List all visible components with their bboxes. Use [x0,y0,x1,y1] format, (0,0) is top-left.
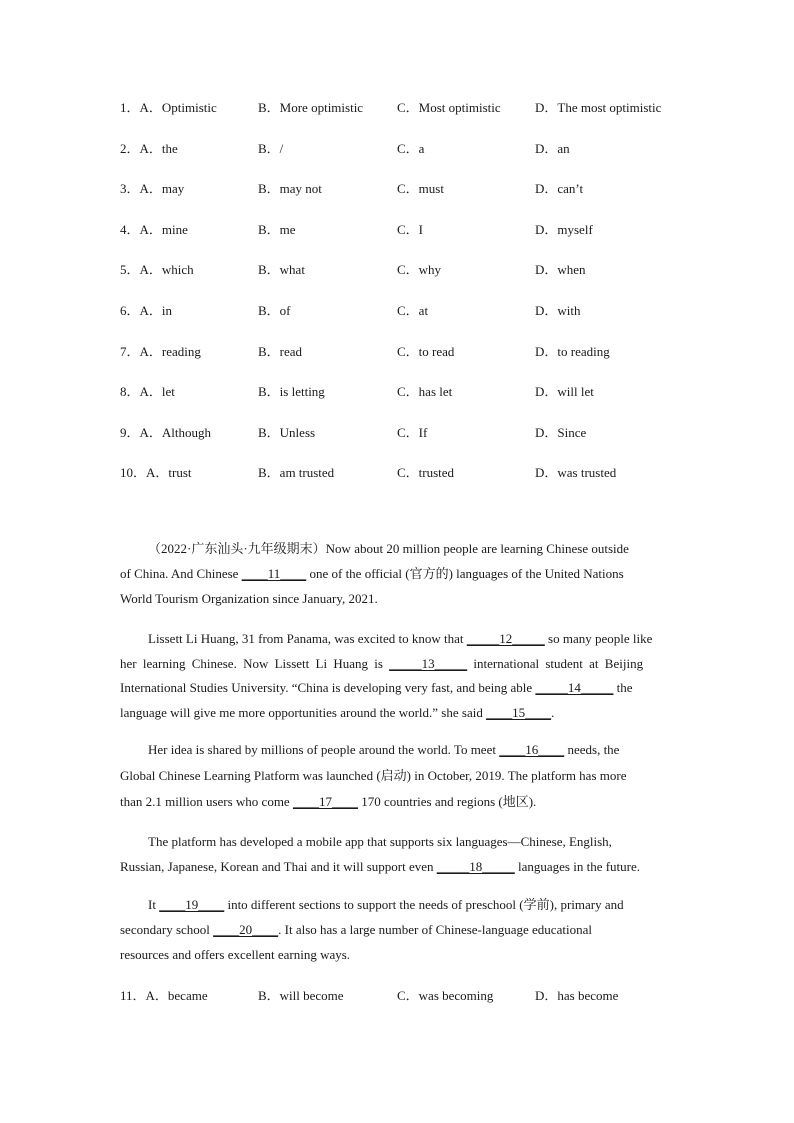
passage-paragraph-5 [120,892,674,967]
option-d[interactable]: D．can’t [535,181,584,197]
option-a[interactable]: 8．A．let [120,384,175,400]
passage-paragraph-1 [120,536,674,611]
blank-19[interactable]: ____19____ [159,897,225,912]
passage-paragraph-3 [120,737,674,815]
blank-15[interactable]: ____15____ [486,704,552,720]
option-c[interactable]: C．was becoming [397,988,494,1003]
passage-paragraph-2 [120,627,674,725]
text: . It also has a large number of Chinese-language educational [278,922,592,937]
text: languages in the future. [514,859,641,874]
question-options-row [120,462,680,482]
option-a[interactable]: 3．A．may [120,181,185,197]
text: Her idea is shared by millions of people around the world. To meet [148,742,500,757]
option-b[interactable]: B．what [258,262,305,278]
option-d[interactable]: D．with [535,303,581,318]
option-d[interactable]: D．to reading [535,343,610,359]
question-options-row [120,259,680,279]
option-a[interactable]: 4．A．mine [120,221,188,237]
option-b[interactable]: B．will become [258,988,344,1003]
text: The platform has developed a mobile app that supports six languages—Chinese, English, [148,834,612,849]
passage-paragraph-4 [120,829,674,879]
option-c[interactable]: C．has let [397,384,453,400]
option-a[interactable]: 6．A．in [120,303,173,318]
option-b[interactable]: B．am trusted [258,465,335,481]
text: than 2.1 million users who come [120,794,293,809]
text: of China. And Chinese [120,566,242,581]
option-c[interactable]: C．trusted [397,465,455,481]
option-b[interactable]: B．More optimistic [258,100,364,115]
option-b[interactable]: B．of [258,303,291,318]
text: into different sections to support the needs of preschool (学前), primary and [224,897,624,912]
blank-13[interactable]: _____13_____ [389,655,468,671]
text: so many people like [544,631,653,646]
option-d[interactable]: D．Since [535,424,587,440]
text: one of the official (官方的) languages of the United Nations [306,566,624,581]
text: secondary school [120,922,214,937]
text: the [613,680,633,695]
option-c[interactable]: C．a [397,140,425,156]
blank-14[interactable]: _____14_____ [535,680,614,695]
option-d[interactable]: D．was trusted [535,465,617,481]
option-a[interactable]: 2．A．the [120,140,178,156]
option-a[interactable]: 10．A．trust [120,465,192,481]
text: her learning Chinese. Now Lissett Li Huang is [120,655,390,671]
text: Global Chinese Learning Platform was launched (启动) in October, 2019. The platform has more [120,768,627,783]
blank-11[interactable]: ____11____ [241,566,307,581]
option-c[interactable]: C．why [397,262,442,278]
option-d[interactable]: D．will let [535,384,594,400]
option-a[interactable]: 1．A．Optimistic [120,100,217,115]
text: Now about 20 million people are learning Chinese outside [325,541,629,556]
option-c[interactable]: C．to read [397,343,455,359]
option-b[interactable]: B．/ [258,140,284,156]
option-a[interactable]: 9．A．Although [120,424,212,440]
option-b[interactable]: B．is letting [258,384,325,400]
option-d[interactable]: D．myself [535,221,593,237]
option-d[interactable]: D．The most optimistic [535,100,662,115]
text: needs, the [564,742,620,757]
text: World Tourism Organization since January, 2021. [120,591,378,606]
option-a[interactable]: 7．A．reading [120,343,201,359]
text: Russian, Japanese, Korean and Thai and it will support even [120,859,437,874]
question-options-row [120,422,680,442]
question-options-row [120,97,680,117]
text: international student at Beijing [467,655,644,671]
text: It [148,897,160,912]
option-d[interactable]: D．when [535,262,586,278]
option-c[interactable]: C．at [397,303,429,318]
option-b[interactable]: B．Unless [258,424,316,440]
question-options-row [120,219,680,239]
option-b[interactable]: B．may not [258,181,322,197]
blank-18[interactable]: _____18_____ [436,859,515,874]
option-b[interactable]: B．read [258,343,303,359]
blank-17[interactable]: ____17____ [292,794,358,809]
option-c[interactable]: C．must [397,181,444,197]
text: 170 countries and regions (地区). [357,794,537,809]
blank-16[interactable]: ____16____ [499,742,565,757]
text: Lissett Li Huang, 31 from Panama, was excited to know that [148,631,467,646]
question-options-row [120,985,680,1005]
question-options-row [120,341,680,361]
blank-20[interactable]: ____20____ [213,922,279,937]
question-options-row [120,138,680,158]
blank-12[interactable]: _____12_____ [466,631,545,646]
option-b[interactable]: B．me [258,221,296,237]
question-options-row [120,300,680,320]
text: . [551,704,555,720]
text: International Studies University. “China is developing very fast, and being able [120,680,536,695]
option-c[interactable]: C．I [397,221,424,237]
source-label: （2022·广东汕头·九年级期末） [148,541,326,556]
question-options-row [120,381,680,401]
text: language will give me more opportunities around the world.” she said [120,704,487,720]
question-options-row [120,178,680,198]
option-a[interactable]: 5．A．which [120,262,194,278]
text: resources and offers excellent earning ways. [120,947,351,962]
option-a[interactable]: 11．A．became [120,988,208,1003]
option-c[interactable]: C．Most optimistic [397,100,501,115]
option-c[interactable]: C．If [397,424,428,440]
option-d[interactable]: D．an [535,140,570,156]
option-d[interactable]: D．has become [535,988,619,1003]
